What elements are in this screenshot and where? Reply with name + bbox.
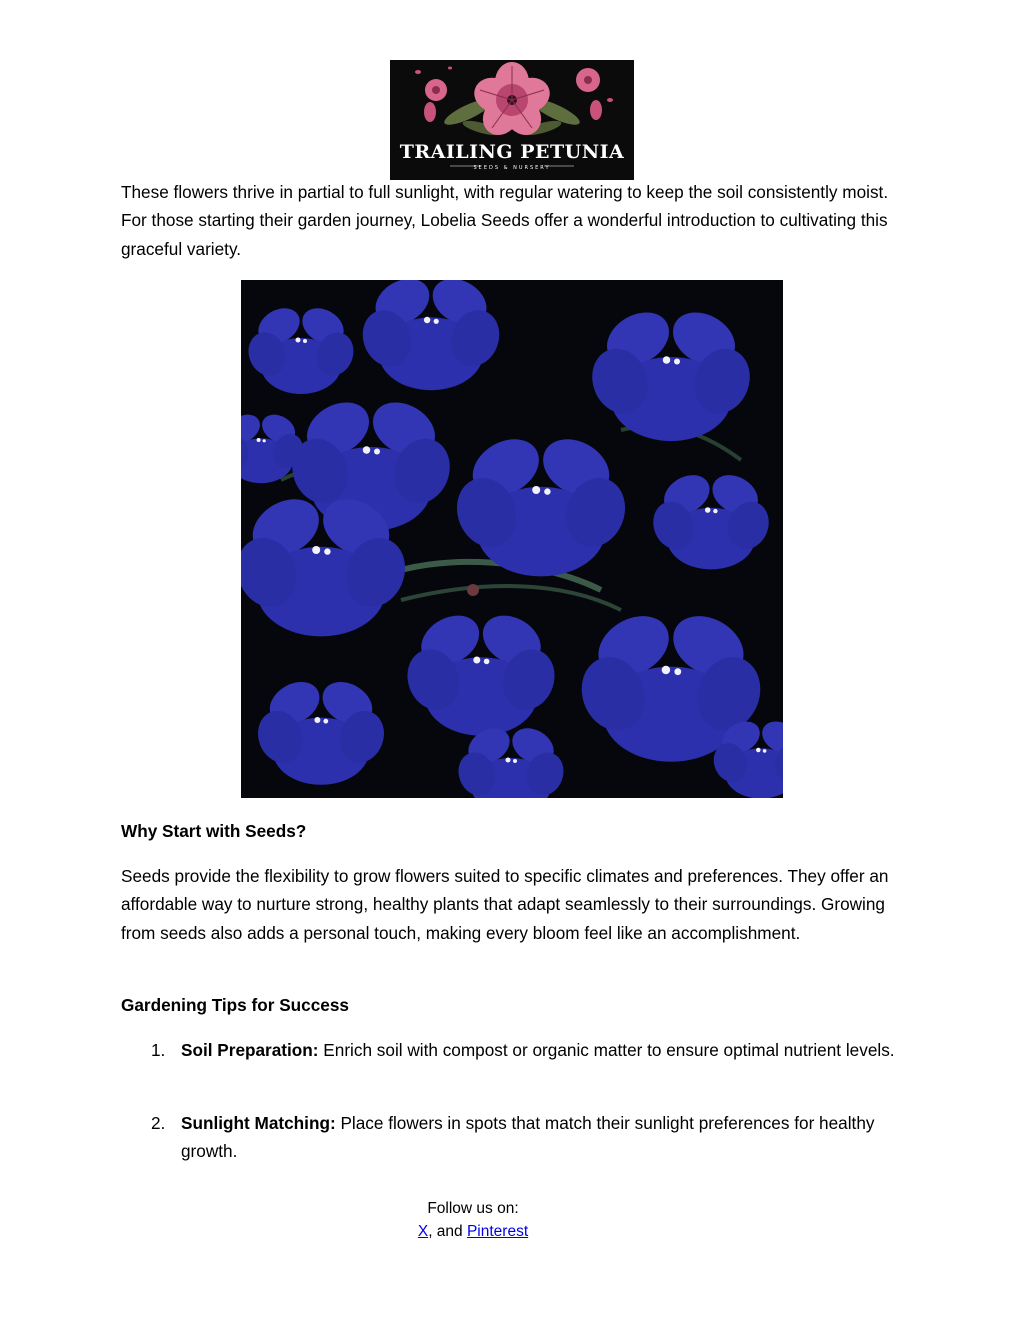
intro-paragraph: These flowers thrive in partial to full sunlight, with regular watering to keep the soil consistently moist. For those starting their garden journey, Lobelia Seeds offer a wonderful introduction to cultivating this graceful variety. [121, 182, 889, 259]
logo-subtitle: SEEDS & NURSERY [473, 165, 551, 171]
tip-title: Soil Preparation: [181, 1040, 319, 1060]
lobelia-flowers-photo [241, 280, 783, 798]
link-separator: , and [428, 1223, 467, 1240]
tips-list-2 [121, 1109, 911, 1166]
tip-text: Place flowers in spots that match their sunlight preferences for healthy growth. [181, 1113, 875, 1162]
tips-list-1 [121, 1036, 911, 1064]
pinterest-link[interactable]: Pinterest [466, 1223, 529, 1240]
x-link[interactable]: X [417, 1223, 429, 1240]
why-seeds-heading: Why Start with Seeds? [121, 821, 307, 841]
lobelia-flowers-image [241, 280, 783, 798]
trailing-petunia-logo [390, 60, 634, 180]
logo-title: TRAILING PETUNIA [399, 141, 625, 163]
list-number: 1. [151, 1040, 166, 1060]
why-seeds-paragraph: Seeds provide the flexibility to grow flowers suited to specific climates and preferences. They offer an affordable way to nurture strong, healthy plants that adapt seamlessly to their surroundings. Growing from seeds also adds a personal touch, making every bloom feel like an accomplishment. [121, 866, 889, 943]
tip-text: Enrich soil with compost or organic matter to ensure optimal nutrient levels. [318, 1040, 895, 1060]
follow-us-text: Follow us on: [427, 1200, 519, 1217]
social-links [0, 1220, 946, 1243]
gardening-tips-heading: Gardening Tips for Success [121, 995, 349, 1015]
tip-title: Sunlight Matching: [181, 1113, 336, 1133]
list-item [121, 1036, 911, 1064]
list-number: 2. [151, 1113, 166, 1133]
list-item [121, 1109, 911, 1166]
